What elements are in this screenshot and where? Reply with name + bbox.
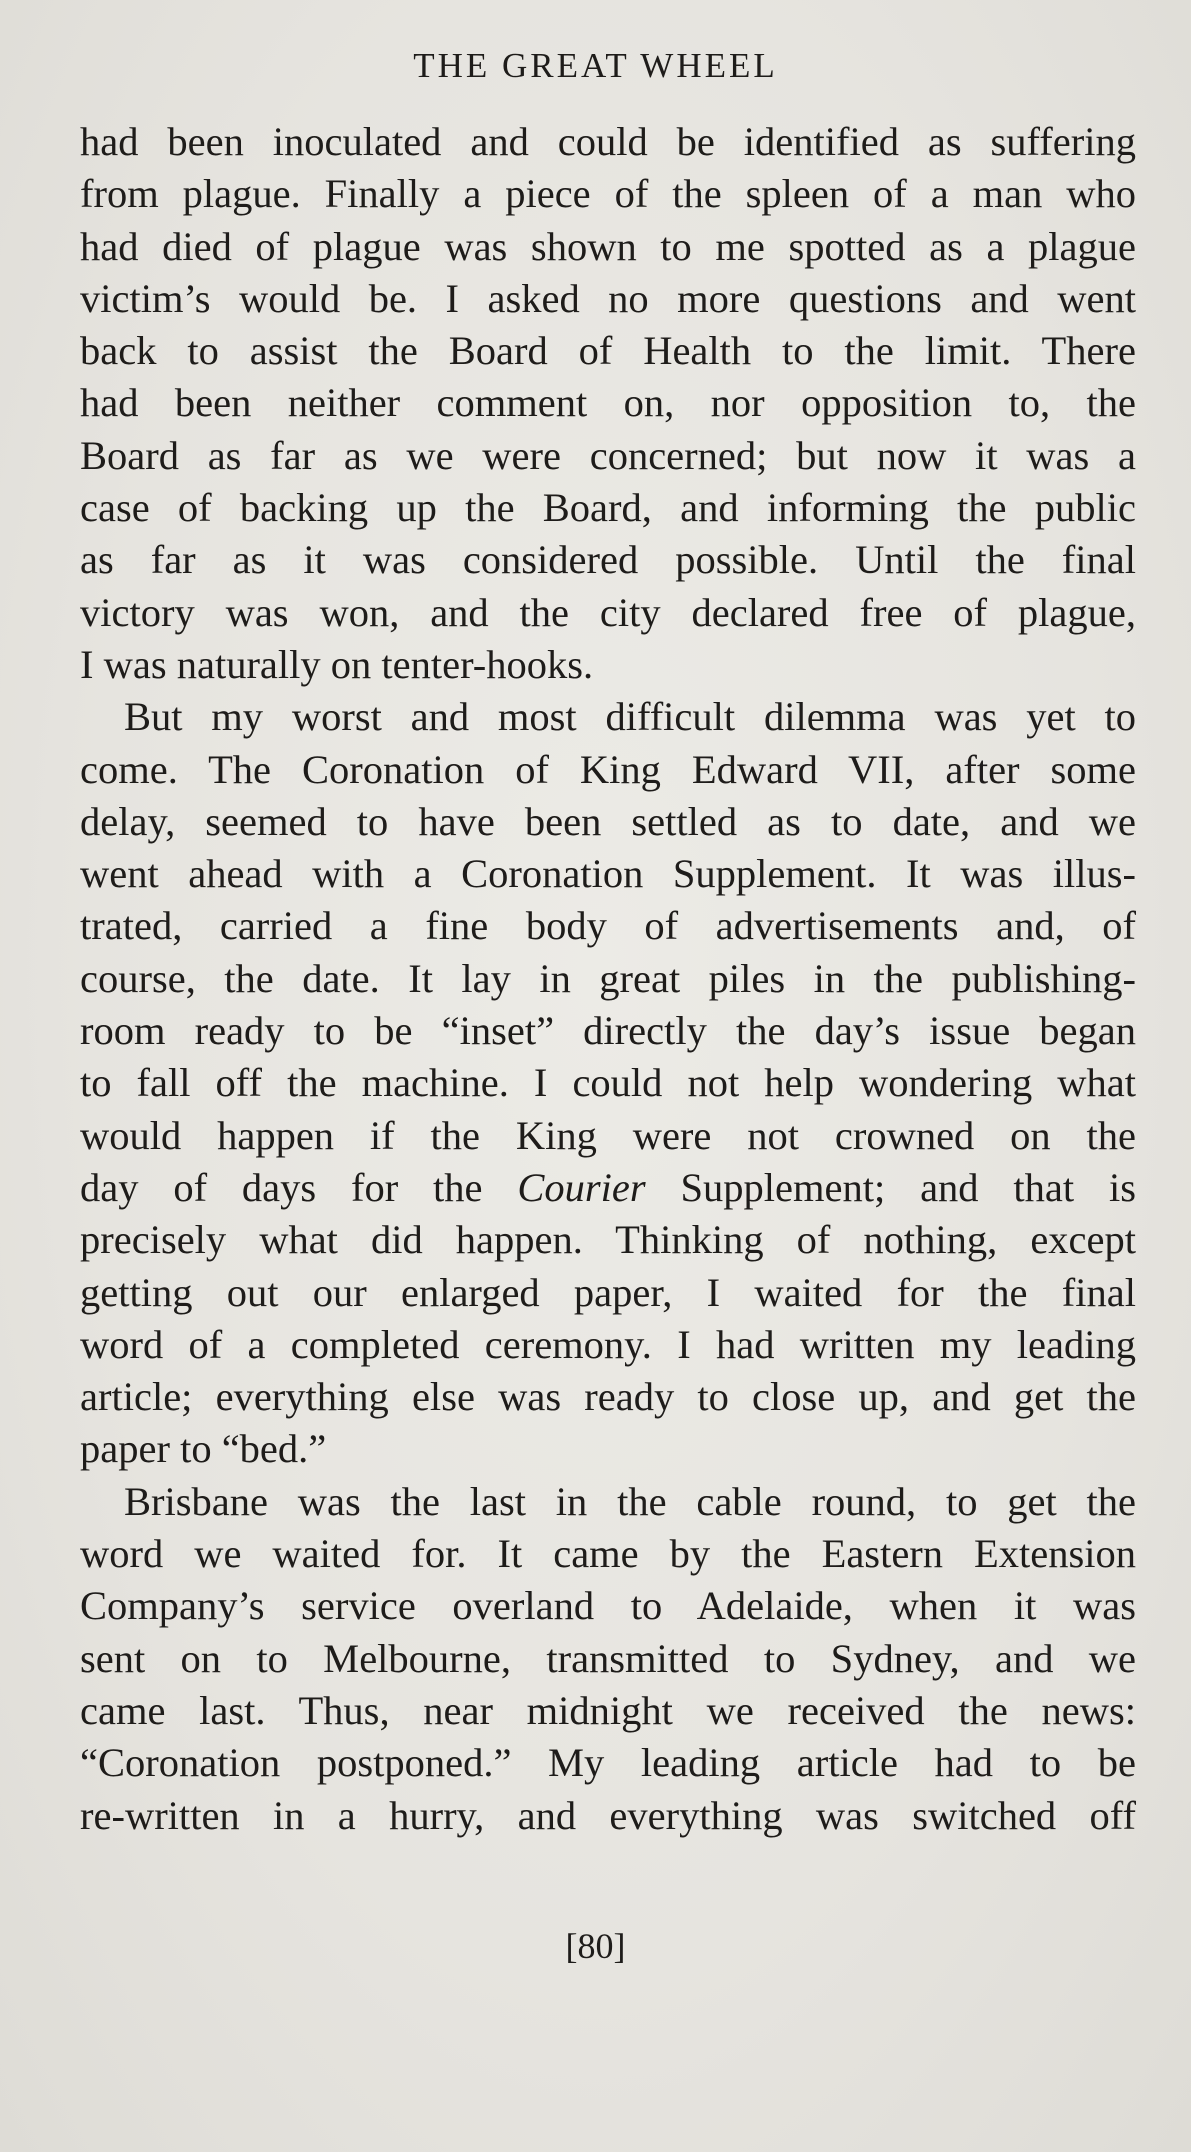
- text-line: would happen if the King were not crowned on the: [80, 1112, 1136, 1158]
- page-number: [80]: [565, 1926, 626, 1966]
- text-line: victory was won, and the city declared free of plague,: [80, 589, 1136, 635]
- text-line: to fall off the machine. I could not help wondering what: [80, 1060, 1136, 1106]
- text-line: back to assist the Board of Health to the limit. There: [80, 328, 1136, 374]
- text-line: paper to “bed.”: [80, 1426, 327, 1472]
- text-line: Company’s service overland to Adelaide, when it was: [80, 1583, 1136, 1629]
- paragraph: [80, 116, 1136, 691]
- text-line: I was naturally on tenter-hooks.: [80, 641, 594, 687]
- text-line: Brisbane was the last in the cable round, to get the: [124, 1478, 1136, 1524]
- text-line: came last. Thus, near midnight we received the news:: [80, 1687, 1136, 1733]
- text-line: re-written in a hurry, and everything was switched off: [80, 1792, 1136, 1838]
- text-line: room ready to be “inset” directly the day’s issue began: [80, 1008, 1136, 1054]
- text-line: had died of plague was shown to me spotted as a plague: [80, 223, 1136, 269]
- text-line: precisely what did happen. Thinking of nothing, except: [80, 1217, 1136, 1263]
- text-line: word of a completed ceremony. I had written my leading: [80, 1321, 1136, 1367]
- text-line: But my worst and most difficult dilemma was yet to: [124, 694, 1136, 740]
- text-line: had been neither comment on, nor opposition to, the: [80, 380, 1136, 426]
- running-head: THE GREAT WHEEL: [413, 46, 778, 85]
- text-line: victim’s would be. I asked no more questions and went: [80, 275, 1136, 321]
- text-line: article; everything else was ready to close up, and get the: [80, 1374, 1136, 1420]
- text-line: trated, carried a fine body of advertisements and, of: [80, 903, 1136, 949]
- text-line: day of days for the Courier Supplement; and that is: [80, 1164, 1136, 1210]
- text-line: delay, seemed to have been settled as to date, and we: [80, 798, 1136, 844]
- text-line: sent on to Melbourne, transmitted to Sydney, and we: [80, 1635, 1136, 1681]
- text-line: course, the date. It lay in great piles in the publishing-: [80, 955, 1136, 1001]
- text-line: went ahead with a Coronation Supplement. It was illus-: [80, 851, 1136, 897]
- text-line: case of backing up the Board, and informing the public: [80, 485, 1136, 531]
- text-line: “Coronation postponed.” My leading article had to be: [80, 1740, 1136, 1786]
- text-line: word we waited for. It came by the Eastern Extension: [80, 1531, 1136, 1577]
- body-text: [80, 116, 1136, 1842]
- text-line: as far as it was considered possible. Until the final: [80, 537, 1136, 583]
- text-line: from plague. Finally a piece of the spleen of a man who: [80, 171, 1136, 217]
- text-line: getting out our enlarged paper, I waited for the final: [80, 1269, 1136, 1315]
- paragraph: [80, 1476, 1136, 1842]
- paragraph: [80, 691, 1136, 1475]
- text-line: Board as far as we were concerned; but now it was a: [80, 432, 1136, 478]
- text-line: had been inoculated and could be identified as suffering: [80, 119, 1136, 164]
- italic-title: Courier: [517, 1164, 646, 1210]
- text-line: come. The Coronation of King Edward VII, after some: [80, 746, 1136, 792]
